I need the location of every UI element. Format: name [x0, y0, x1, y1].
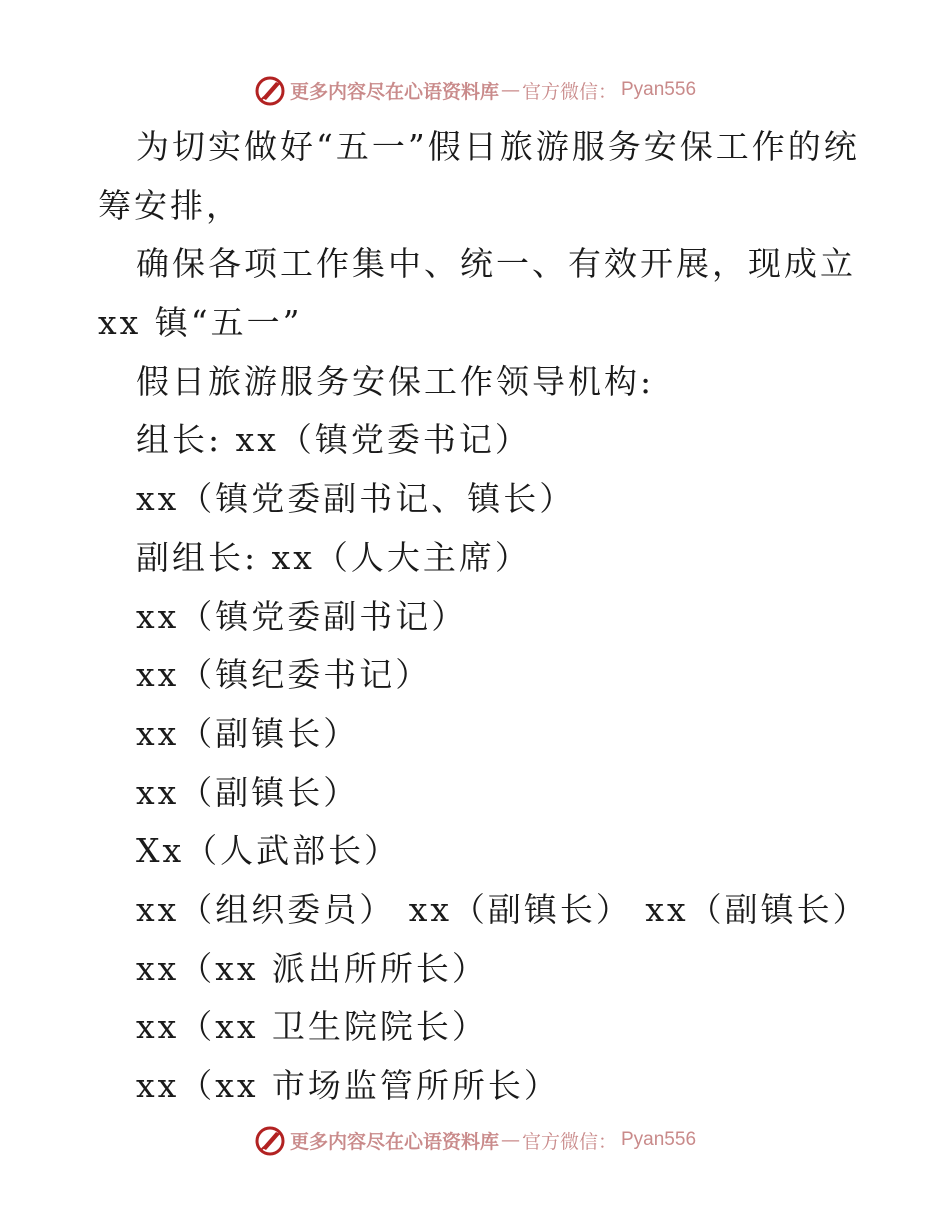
header-wechat-id: Pyan556 — [621, 79, 697, 100]
footer-wechat-id: Pyan556 — [621, 1129, 697, 1150]
footer-dash: — — [500, 1129, 520, 1151]
document-line: xx（镇党委副书记、镇长） — [136, 479, 576, 519]
document-line: xx（副镇长） — [136, 772, 360, 812]
document-line: 假日旅游服务安保工作领导机构: — [136, 361, 655, 401]
document-body — [98, 118, 868, 1116]
document-line: 组长: xx（镇党委书记） — [136, 420, 531, 460]
document-line: xx（xx 派出所所长） — [136, 948, 488, 988]
document-line: Xx（人武部长） — [136, 831, 401, 871]
feather-pen-logo-icon — [254, 74, 286, 106]
header-banner — [0, 70, 950, 110]
footer-wechat-label: 官方微信： — [521, 1130, 617, 1153]
document-line: xx（xx 卫生院院长） — [136, 1007, 488, 1047]
footer-banner — [0, 1120, 950, 1160]
header-dash: — — [500, 79, 520, 101]
document-line: xx（副镇长） — [136, 713, 360, 753]
document-line: 确保各项工作集中、统一、有效开展，现成立 — [136, 244, 856, 284]
document-line: 筹安排， — [98, 185, 242, 225]
document-line: xx（组织委员） xx（副镇长） xx（副镇长） — [136, 889, 869, 929]
document-line: xx（xx 市场监管所所长） — [136, 1066, 560, 1105]
document-line: 为切实做好“五一”假日旅游服务安保工作的统 — [136, 127, 860, 166]
document-line: 副组长: xx（人大主席） — [136, 537, 531, 577]
document-line: xx（镇党委副书记） — [136, 596, 468, 636]
footer-slogan: 更多内容尽在心语资料库 — [289, 1130, 499, 1153]
header-wechat-label: 官方微信： — [521, 80, 617, 103]
document-line: xx 镇“五一” — [98, 303, 303, 343]
document-line: xx（镇纪委书记） — [136, 655, 432, 695]
feather-pen-logo-icon — [254, 1124, 286, 1156]
header-slogan: 更多内容尽在心语资料库 — [289, 80, 499, 103]
